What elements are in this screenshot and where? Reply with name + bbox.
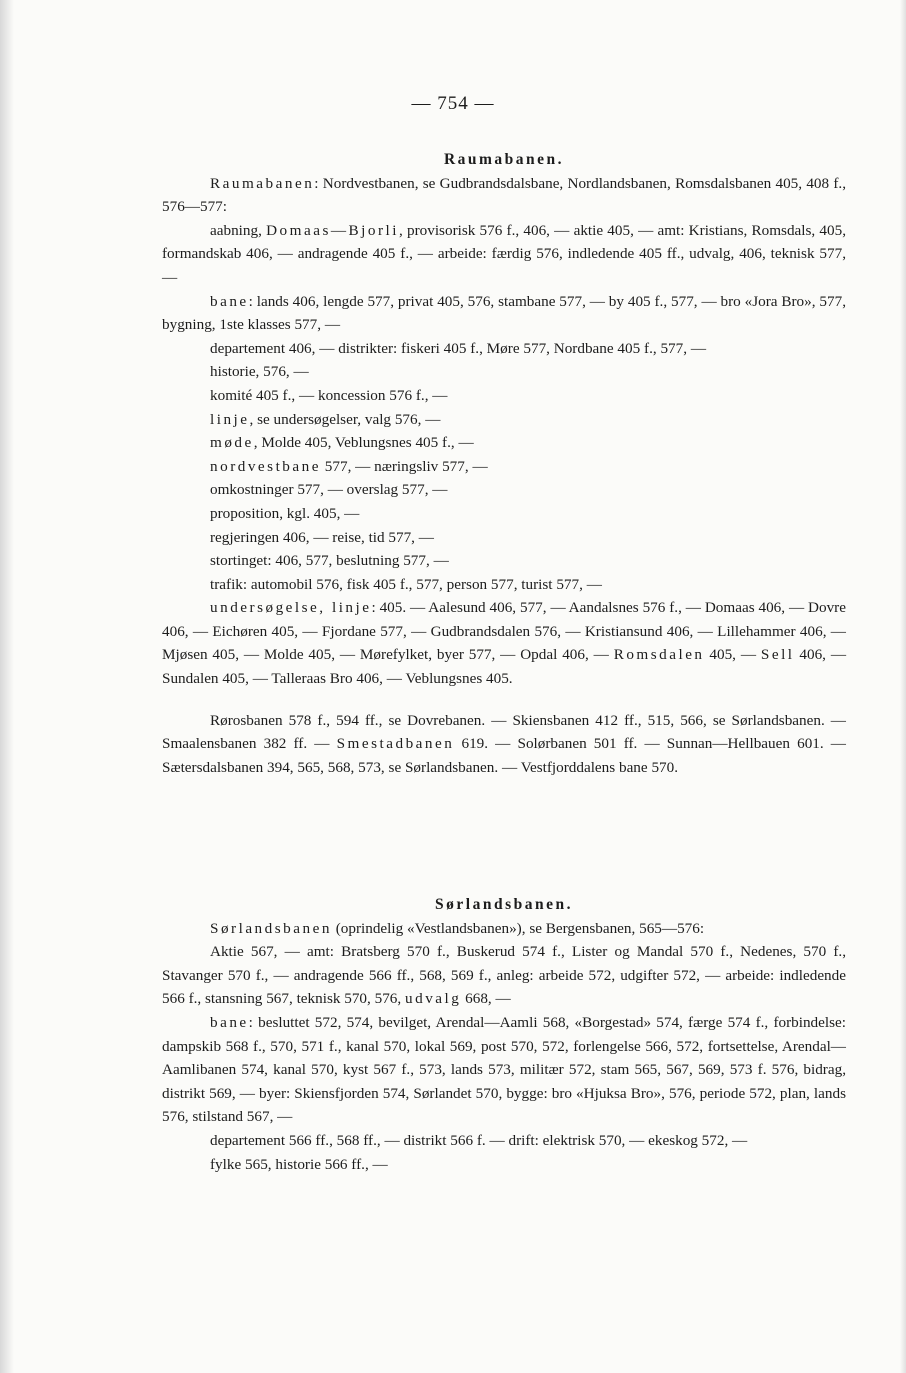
entry-term: udvalg bbox=[405, 990, 462, 1008]
entry-term: Raumabanen bbox=[210, 174, 315, 192]
entry-text: : Nordvestbanen, se Gudbrandsdalsbane, Nordlandsbanen, Romsdalsbanen 405, 408 f., 576—577: bbox=[162, 174, 846, 216]
entry-term: møde bbox=[210, 434, 254, 452]
entry-term: nordvestbane bbox=[210, 457, 321, 475]
entry-text: 619. — Solørbanen 501 ff. — Sunnan—Hellbauen 601. — Sætersdalsbanen 394, 565, 568, 573, se Sørlandsbanen. — Vestfjorddalens bane 570. bbox=[162, 735, 846, 776]
index-entry bbox=[162, 940, 846, 1011]
index-entry bbox=[162, 408, 846, 432]
entry-term: bane bbox=[210, 1013, 249, 1031]
entry-term: Domaas—Bjorli bbox=[266, 221, 399, 239]
index-entry bbox=[162, 455, 846, 479]
entry-text: Rørosbanen 578 f., 594 ff., se Dovrebanen. — Skiensbanen 412 ff., 515, 566, se Sørlandsbanen. — Smaalensbanen 382 ff. — bbox=[162, 711, 846, 753]
section-raumabanen bbox=[162, 148, 846, 779]
index-entry: departement 406, — distrikter: fiskeri 405 f., Møre 577, Nordbane 405 f., 577, — bbox=[210, 339, 707, 357]
entry-term: Smestadbanen bbox=[336, 735, 455, 753]
index-entry: proposition, kgl. 405, — bbox=[210, 504, 360, 522]
section-title: Sørlandsbanen. bbox=[435, 896, 573, 913]
entry-text: : 405. — Aalesund 406, 577, — Aandalsnes 576 f., — Domaas 406, — Dovre 406, — Eichøren 405, — Fjordane 577, — Gudbrandsdalen 576, — Kristiansund 406, — Lillehammer 406, — Mjøsen 405, — Molde 405, — Mørefylket, byer 577, — Opdal 406, — bbox=[162, 599, 846, 664]
entry-text: , provisorisk 576 f., 406, — aktie 405, — amt: Kristians, Romsdals, 405, formandskab 406, — andragende 405 f., — arbeide: færdig 576, indledende 405 ff., udvalg, 406, teknisk 577, — bbox=[162, 221, 847, 286]
index-entry: departement 566 ff., 568 ff., — distrikt 566 f. — drift: elektrisk 570, — ekeskog 572, — bbox=[210, 1131, 748, 1149]
entry-text: : lands 406, lengde 577, privat 405, 576, stambane 577, — by 405 f., 577, — bro «Jora Bro», 577, bygning, 1ste klasses 577, — bbox=[162, 292, 846, 334]
entry-term: bane bbox=[210, 292, 249, 310]
entry-text: 577, — næringsliv 577, — bbox=[320, 457, 488, 475]
entry-text: : besluttet 572, 574, bevilget, Arendal—Aamli 568, «Borgestad» 574, færge 574 f., forbindelse: dampskib 568 f., 570, 571 f., kanal 570, lokal 569, post 570, 572, forlengelse 566, 572, fortsettelse, Arendal—Aamlibanen 574, kanal 570, kyst 567 f., 573, lands 573, militær 572, stam 565, 567, 569, 573 f. 576, bidrag, distrikt 569, — byer: Skiensfjorden 574, Sørlandet 570, bygge: bro «Hjuksa Bro», 576, periode 572, plan, lands 576, stilstand 567, — bbox=[162, 1013, 846, 1126]
index-entry bbox=[162, 596, 846, 690]
index-entry: komité 405 f., — koncession 576 f., — bbox=[210, 386, 448, 404]
page-edge-shadow bbox=[0, 0, 14, 1373]
entry-text: , Molde 405, Veblungsnes 405 f., — bbox=[253, 434, 474, 452]
index-entry bbox=[162, 917, 846, 941]
index-entry bbox=[162, 172, 846, 219]
entry-term: Sørlandsbanen bbox=[210, 919, 332, 937]
entry-text: 668, — bbox=[461, 990, 511, 1008]
index-entry bbox=[162, 290, 846, 337]
entry-term: Romsdalen bbox=[613, 646, 705, 664]
entry-term: Sell bbox=[760, 646, 795, 664]
entry-text: aabning, bbox=[210, 221, 267, 239]
entry-text: (oprindelig «Vestlandsbanen»), se Bergensbanen, 565—576: bbox=[331, 919, 705, 937]
page-edge-shadow bbox=[900, 0, 906, 1373]
index-entry: regjeringen 406, — reise, tid 577, — bbox=[210, 528, 434, 546]
section-title: Raumabanen. bbox=[443, 151, 565, 168]
index-entry: fylke 565, historie 566 ff., — bbox=[210, 1155, 388, 1173]
index-entry: stortinget: 406, 577, beslutning 577, — bbox=[210, 552, 449, 570]
entry-text: 405, — bbox=[704, 646, 761, 664]
index-entry: historie, 576, — bbox=[210, 363, 309, 381]
index-entry bbox=[162, 219, 846, 290]
entry-text: 406, — Sundalen 405, — Talleraas Bro 406, — Veblungsnes 405. bbox=[162, 646, 847, 688]
entry-text: Aktie 567, — amt: Bratsberg 570 f., Buskerud 574 f., Lister og Mandal 570 f., Nedenes, 570 f., Stavanger 570 f., — andragende 566 ff., 568, 569 f., anleg: arbeide 572, udgifter 572, — arbeide: indledende 566 f., stansning 567, teknisk 570, 576, bbox=[162, 943, 846, 1008]
index-entry bbox=[162, 709, 846, 780]
entry-term: linje bbox=[210, 410, 250, 428]
index-entry: omkostninger 577, — overslag 577, — bbox=[210, 481, 448, 499]
page-number: — 754 — bbox=[411, 93, 495, 114]
entry-text: , se undersøgelser, valg 576, — bbox=[249, 410, 441, 428]
section-sorlandsbanen bbox=[162, 893, 846, 1176]
index-entry: trafik: automobil 576, fisk 405 f., 577, person 577, turist 577, — bbox=[210, 575, 602, 593]
index-entry bbox=[162, 1011, 846, 1129]
entry-term: undersøgelse, linje bbox=[210, 599, 372, 617]
index-entry bbox=[162, 431, 846, 455]
